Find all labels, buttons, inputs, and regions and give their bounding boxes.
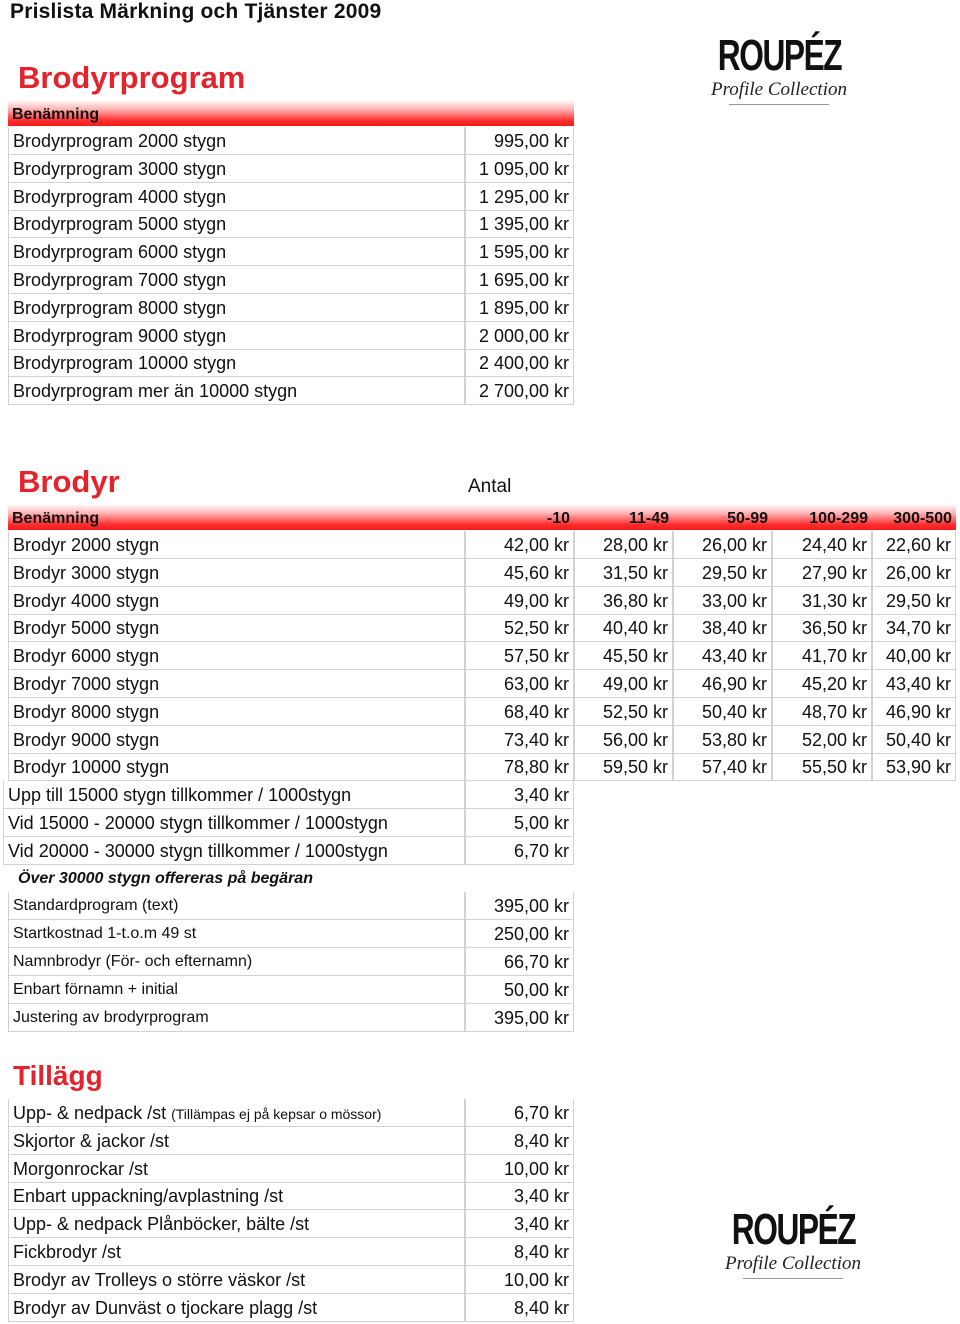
row-price: 22,60 kr (872, 531, 956, 559)
row-price: 56,00 kr (574, 726, 673, 754)
row-price: 34,70 kr (872, 614, 956, 642)
row-price: 46,90 kr (872, 698, 956, 726)
header-qty-col: 100-299 (809, 510, 868, 527)
row-price: 68,40 kr (465, 698, 574, 726)
roupez-logo-top (694, 31, 864, 134)
row-price: 53,90 kr (872, 753, 956, 781)
row-price: 43,40 kr (872, 670, 956, 698)
header-qty-col: 11-49 (628, 510, 669, 527)
logo-tagline: Profile Collection (725, 1253, 861, 1274)
row-price: 57,50 kr (465, 642, 574, 670)
row-price: 50,40 kr (673, 698, 772, 726)
row-price: 52,50 kr (465, 614, 574, 642)
row-price: 49,00 kr (574, 670, 673, 698)
row-price: 3,40 kr (465, 1182, 574, 1210)
row-price: 52,00 kr (772, 726, 872, 754)
row-price: 1 095,00 kr (465, 155, 574, 183)
row-price: 2 000,00 kr (465, 322, 574, 350)
row-name-text: Upp- & nedpack /st (13, 1103, 167, 1123)
row-name: Brodyr 6000 stygn (8, 642, 465, 670)
row-name (8, 1099, 465, 1127)
row-price: 36,80 kr (574, 587, 673, 615)
row-price: 33,00 kr (673, 587, 772, 615)
row-price: 52,50 kr (574, 698, 673, 726)
row-price: 36,50 kr (772, 614, 872, 642)
row-price: 1 595,00 kr (465, 238, 574, 266)
row-name (8, 1210, 465, 1238)
row-price: 46,90 kr (673, 670, 772, 698)
row-price: 24,40 kr (772, 531, 872, 559)
row-price: 59,50 kr (574, 753, 673, 781)
row-price: 8,40 kr (465, 1294, 574, 1322)
logo-brand: ROUPÉZ (717, 31, 842, 80)
row-price: 40,40 kr (574, 614, 673, 642)
logo-underline (729, 104, 829, 105)
row-name: Brodyr 10000 stygn (8, 753, 465, 781)
header-qty-col: 50-99 (727, 510, 768, 527)
header-qty-col: -10 (546, 510, 570, 527)
row-price: 63,00 kr (465, 670, 574, 698)
row-name: Justering av brodyrprogram (8, 1004, 465, 1032)
row-price: 50,00 kr (465, 976, 574, 1004)
row-name (8, 1238, 465, 1266)
row-price: 1 695,00 kr (465, 266, 574, 294)
row-price: 55,50 kr (772, 753, 872, 781)
row-price: 29,50 kr (872, 587, 956, 615)
row-name: Vid 20000 - 30000 stygn tillkommer / 1000stygn (3, 837, 465, 865)
row-name-text: Skjortor & jackor /st (13, 1130, 170, 1151)
row-price: 1 895,00 kr (465, 294, 574, 322)
row-name (8, 1127, 465, 1155)
row-name: Brodyrprogram 2000 stygn (8, 127, 465, 155)
brodyrprogram-header (8, 100, 574, 126)
row-price: 8,40 kr (465, 1238, 574, 1266)
row-price: 29,50 kr (673, 559, 772, 587)
row-name: Brodyr 4000 stygn (8, 587, 465, 615)
row-name (8, 1182, 465, 1210)
row-price: 1 295,00 kr (465, 183, 574, 211)
row-price: 3,40 kr (465, 1210, 574, 1238)
row-price: 250,00 kr (465, 920, 574, 948)
row-price: 6,70 kr (465, 1099, 574, 1127)
row-name-text: Fickbrodyr /st (13, 1242, 122, 1262)
row-price: 2 400,00 kr (465, 349, 574, 377)
row-price: 28,00 kr (574, 531, 673, 559)
row-name: Namnbrodyr (För- och efternamn) (8, 948, 465, 976)
row-name: Brodyr 9000 stygn (8, 726, 465, 754)
row-price: 10,00 kr (465, 1155, 574, 1183)
row-name-text: Upp- & nedpack Plånböcker, bälte /st (13, 1214, 310, 1235)
row-name: Brodyrprogram 3000 stygn (8, 155, 465, 183)
row-price: 73,40 kr (465, 726, 574, 754)
row-price: 395,00 kr (465, 1004, 574, 1032)
row-name: Brodyr 2000 stygn (8, 531, 465, 559)
row-note: (Tillämpas ej på kepsar o mössor) (171, 1106, 382, 1122)
row-price: 26,00 kr (673, 531, 772, 559)
row-name (8, 1266, 465, 1294)
row-name: Startkostnad 1-t.o.m 49 st (8, 920, 465, 948)
logo-underline (743, 1278, 843, 1279)
row-price: 45,50 kr (574, 642, 673, 670)
row-price: 3,40 kr (465, 781, 574, 809)
roupez-logo-bottom (708, 1205, 878, 1308)
row-name-text: Enbart uppackning/avplastning /st (13, 1186, 284, 1207)
header-qty-col: 300-500 (893, 510, 952, 527)
row-price: 5,00 kr (465, 809, 574, 837)
row-price: 8,40 kr (465, 1127, 574, 1155)
row-name: Brodyrprogram 4000 stygn (8, 183, 465, 211)
row-name: Brodyrprogram 8000 stygn (8, 294, 465, 322)
row-name: Brodyrprogram 10000 stygn (8, 349, 465, 377)
row-price: 38,40 kr (673, 614, 772, 642)
row-price: 995,00 kr (465, 127, 574, 155)
row-price: 78,80 kr (465, 753, 574, 781)
row-name: Brodyrprogram 5000 stygn (8, 210, 465, 238)
row-price: 42,00 kr (465, 531, 574, 559)
row-price: 2 700,00 kr (465, 377, 574, 405)
row-name: Brodyrprogram mer än 10000 stygn (8, 377, 465, 405)
row-price: 66,70 kr (465, 948, 574, 976)
row-price: 26,00 kr (872, 559, 956, 587)
row-name-text: Brodyr av Dunväst o tjockare plagg /st (13, 1297, 318, 1318)
row-price: 27,90 kr (772, 559, 872, 587)
section-title-brodyrprogram: Brodyrprogram (18, 60, 246, 95)
row-price: 6,70 kr (465, 837, 574, 865)
row-price: 57,40 kr (673, 753, 772, 781)
row-name: Upp till 15000 stygn tillkommer / 1000stygn (3, 781, 465, 809)
row-name (8, 1155, 465, 1183)
row-name: Brodyr 5000 stygn (8, 614, 465, 642)
row-price: 53,80 kr (673, 726, 772, 754)
row-price: 48,70 kr (772, 698, 872, 726)
row-price: 1 395,00 kr (465, 210, 574, 238)
row-name: Vid 15000 - 20000 stygn tillkommer / 1000stygn (3, 809, 465, 837)
header-benamning: Benämning (12, 510, 100, 527)
row-price: 31,50 kr (574, 559, 673, 587)
row-price: 45,60 kr (465, 559, 574, 587)
row-price: 41,70 kr (772, 642, 872, 670)
row-name: Brodyrprogram 6000 stygn (8, 238, 465, 266)
row-name: Brodyrprogram 7000 stygn (8, 266, 465, 294)
brodyr-header (8, 504, 956, 530)
row-name-text: Morgonrockar /st (13, 1158, 149, 1179)
row-price: 43,40 kr (673, 642, 772, 670)
row-price: 49,00 kr (465, 587, 574, 615)
row-name (8, 1294, 465, 1322)
row-name: Brodyr 7000 stygn (8, 670, 465, 698)
row-name: Brodyr 3000 stygn (8, 559, 465, 587)
row-price: 395,00 kr (465, 892, 574, 920)
antal-label: Antal (468, 476, 512, 497)
row-name: Enbart förnamn + initial (8, 976, 465, 1004)
section-title-tillagg: Tillägg (13, 1060, 103, 1091)
row-name: Brodyr 8000 stygn (8, 698, 465, 726)
row-price: 10,00 kr (465, 1266, 574, 1294)
row-price: 40,00 kr (872, 642, 956, 670)
row-name: Standardprogram (text) (8, 892, 465, 920)
row-name: Brodyrprogram 9000 stygn (8, 322, 465, 350)
note-offer: Över 30000 stygn offereras på begäran (18, 869, 313, 887)
header-benamning: Benämning (12, 106, 100, 123)
logo-tagline: Profile Collection (711, 79, 847, 100)
row-price: 31,30 kr (772, 587, 872, 615)
document-title: Prislista Märkning och Tjänster 2009 (10, 0, 382, 23)
section-title-brodyr: Brodyr (18, 464, 120, 499)
row-name-text: Brodyr av Trolleys o större väskor /st (13, 1269, 306, 1290)
row-price: 45,20 kr (772, 670, 872, 698)
logo-brand: ROUPÉZ (731, 1205, 856, 1254)
row-price: 50,40 kr (872, 726, 956, 754)
